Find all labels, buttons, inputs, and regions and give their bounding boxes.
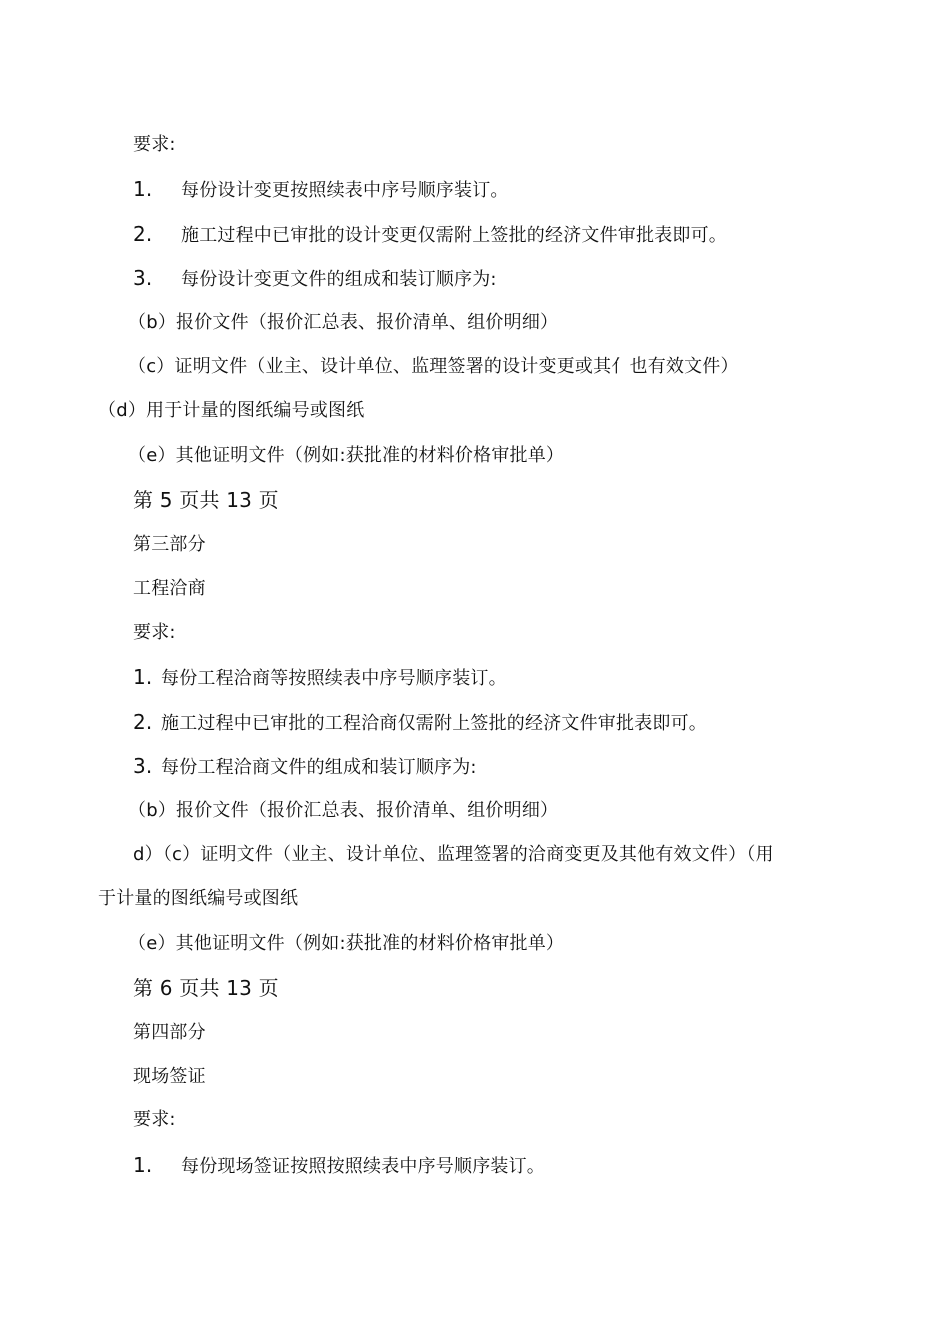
sub-item-b: （b）报价文件（报价汇总表、报价清单、组价明细） [128,312,559,333]
page-number: 第 6 页共 13 页 [133,976,279,1000]
list-number: 3. [133,754,153,778]
list-number: 1. [133,1153,153,1177]
sub-item-e: （e）其他证明文件（例如:获批准的材料价格审批单） [128,933,565,954]
list-number: 1. [133,665,153,689]
part-title: 第三部分 [133,534,206,555]
sub-item-d: （d）用于计量的图纸编号或图纸 [98,400,365,421]
requirements-label: 要求: [133,134,176,155]
list-text: 每份设计变更按照续表中序号顺序装订。 [181,180,509,201]
list-text: 每份工程洽商文件的组成和装订顺序为: [161,757,477,778]
part-title: 第四部分 [133,1022,206,1043]
requirements-label: 要求: [133,1109,176,1130]
page-number: 第 5 页共 13 页 [133,488,279,512]
list-number: 2. [133,710,153,734]
section-heading: 现场签证 [133,1066,206,1087]
list-number: 3. [133,266,153,290]
list-number: 2. [133,222,153,246]
list-number: 1. [133,177,153,201]
list-item [133,709,707,737]
sub-item-dc: d）（c）证明文件（业主、设计单位、监理签署的洽商变更及其他有效文件）（用 [133,844,774,865]
section-heading: 工程洽商 [133,578,206,599]
list-text: 每份工程洽商等按照续表中序号顺序装订。 [161,668,507,689]
requirements-label: 要求: [133,622,176,643]
list-text: 施工过程中已审批的工程洽商仅需附上签批的经济文件审批表即可。 [161,713,707,734]
list-item [133,753,477,781]
list-item [133,1152,545,1180]
list-item [133,265,497,293]
sub-item-dc-continued: 于计量的图纸编号或图纸 [98,888,299,909]
list-item [133,664,507,692]
list-item [133,176,509,204]
list-text: 施工过程中已审批的设计变更仅需附上签批的经济文件审批表即可。 [181,225,727,246]
sub-item-c: （c）证明文件（业主、设计单位、监理签署的设计变更或其亻也有效文件） [128,356,739,377]
sub-item-e: （e）其他证明文件（例如:获批准的材料价格审批单） [128,445,565,466]
list-item [133,221,727,249]
list-text: 每份现场签证按照按照续表中序号顺序装订。 [181,1156,545,1177]
sub-item-b: （b）报价文件（报价汇总表、报价清单、组价明细） [128,800,559,821]
list-text: 每份设计变更文件的组成和装订顺序为: [181,269,497,290]
